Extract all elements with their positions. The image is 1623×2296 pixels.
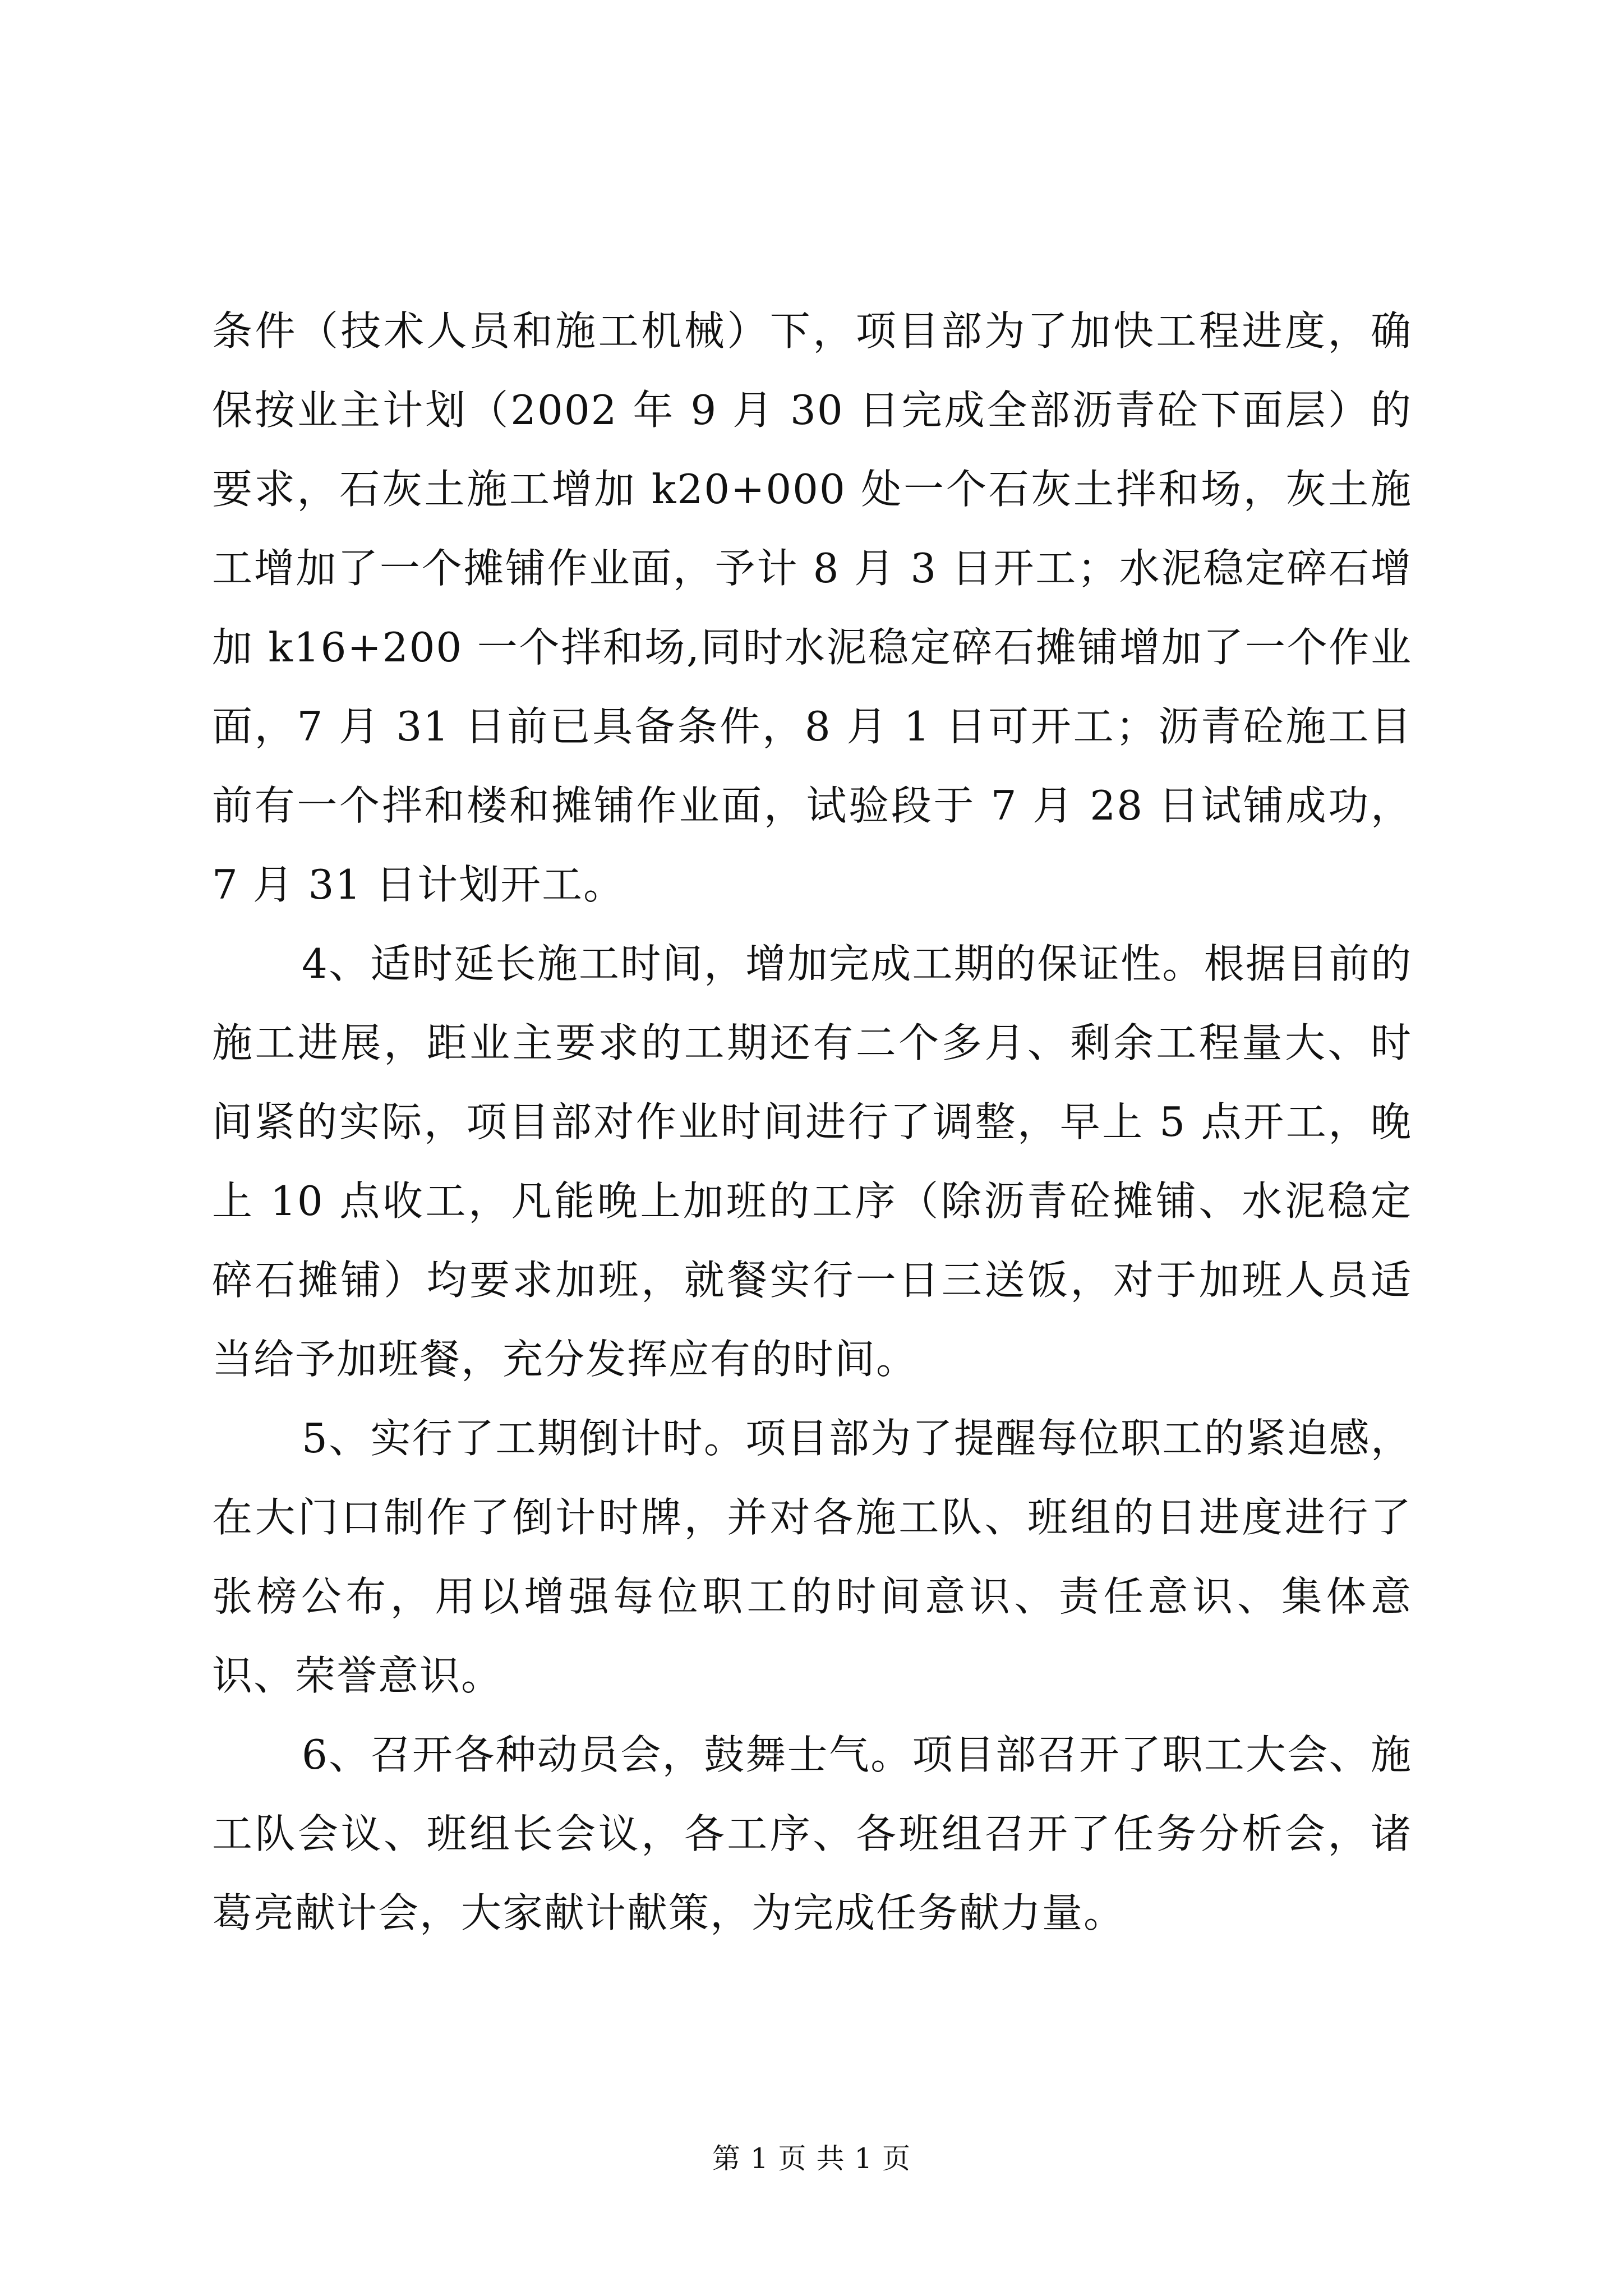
- page-number-footer: 第 1 页 共 1 页: [712, 2142, 911, 2175]
- paragraph-item-5: 5、实行了工期倒计时。项目部为了提醒每位职工的紧迫感，在大门口制作了倒计时牌，并对各施工队、班组的日进度进行了张榜公布，用以增强每位职工的时间意识、责任意识、集体意识、荣誉意识。: [212, 1415, 1412, 1699]
- paragraph-item-6: 6、召开各种动员会，鼓舞士气。项目部召开了职工大会、施工队会议、班组长会议，各工序、各班组召开了任务分析会，诸葛亮献计会，大家献计献策，为完成任务献力量。: [212, 1731, 1412, 1936]
- paragraph-continuation: 条件（技术人员和施工机械）下，项目部为了加快工程进度，确保按业主计划（2002 年 9 月 30 日完成全部沥青砼下面层）的要求，石灰土施工增加 k20+000 处一个石灰土拌和场，灰土施工增加了一个摊铺作业面，予计 8 月 3 日开工；水泥稳定碎石增加 k16+200 一个拌和场,同时水泥稳定碎石摊铺增加了一个作业面，7 月 31 日前已具备条件，8 月 1 日可开工；沥青砼施工目前有一个拌和楼和摊铺作业面，试验段于 7 月 28 日试铺成功，7 月 31 日计划开工。: [212, 307, 1412, 908]
- document-body: [212, 292, 1412, 1953]
- paragraph-item-4: 4、适时延长施工时间，增加完成工期的保证性。根据目前的施工进展，距业主要求的工期还有二个多月、剩余工程量大、时间紧的实际，项目部对作业时间进行了调整，早上 5 点开工，晚上 10 点收工，凡能晚上加班的工序（除沥青砼摊铺、水泥稳定碎石摊铺）均要求加班，就餐实行一日三送饭，对于加班人员适当给予加班餐，充分发挥应有的时间。: [212, 940, 1412, 1383]
